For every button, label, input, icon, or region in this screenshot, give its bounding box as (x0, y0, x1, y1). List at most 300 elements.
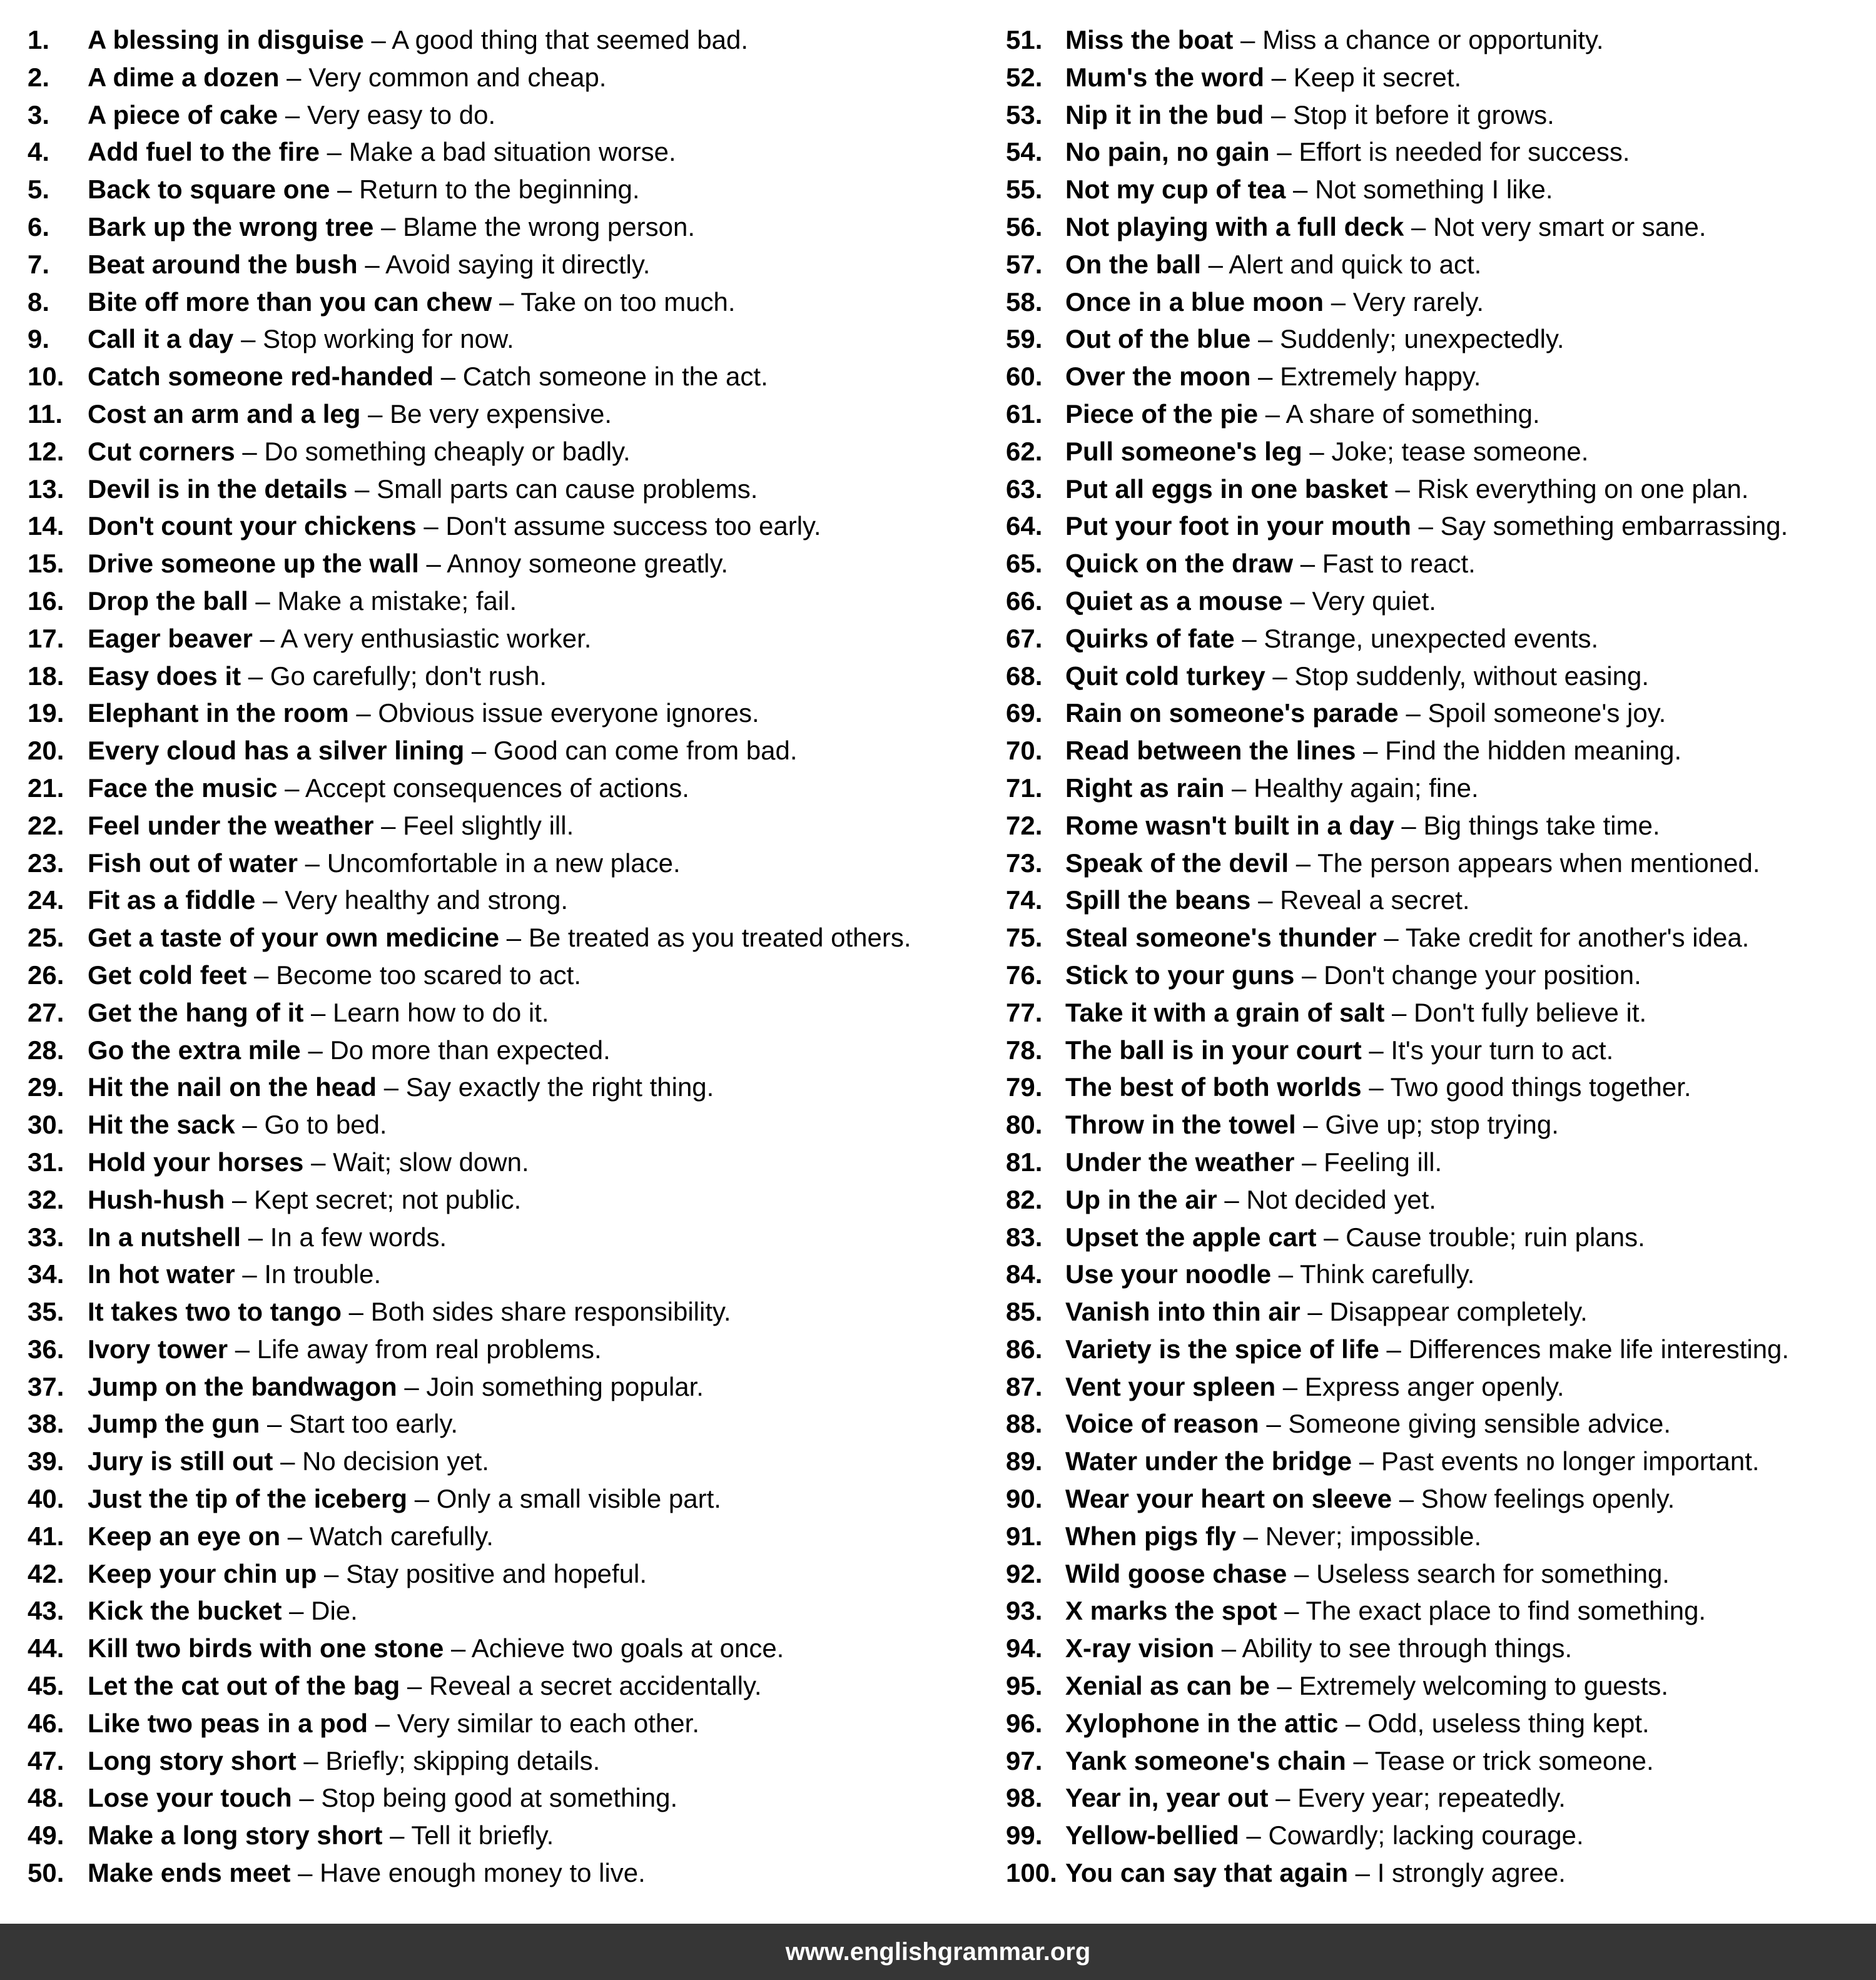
idiom-list-item (1006, 21, 1869, 59)
idiom-meaning: – Express anger openly. (1275, 1371, 1564, 1401)
item-number: 74. (1006, 885, 1043, 915)
item-number: 5. (28, 175, 50, 205)
idiom-list-item (28, 1667, 991, 1705)
idiom-entry (1065, 507, 1788, 545)
idiom-meaning: – Spoil someone's joy. (1398, 698, 1666, 728)
idiom-entry (1065, 96, 1554, 134)
idiom-entry (88, 96, 495, 134)
idiom-meaning: – Risk everything on one plan. (1387, 474, 1749, 504)
idiom-phrase: Feel under the weather (88, 810, 374, 840)
item-number: 36. (28, 1334, 64, 1364)
idiom-meaning: – Avoid saying it directly. (357, 249, 651, 279)
idiom-entry (88, 1144, 529, 1181)
idiom-phrase: On the ball (1065, 249, 1202, 279)
idiom-meaning: – In a few words. (241, 1222, 447, 1252)
idiom-meaning: – Not something I like. (1285, 175, 1553, 205)
idiom-entry (88, 1817, 554, 1854)
item-number: 59. (1006, 324, 1043, 354)
idiom-phrase: Jump the gun (88, 1409, 260, 1439)
idiom-entry (1065, 1630, 1572, 1667)
idiom-phrase: Voice of reason (1065, 1409, 1259, 1439)
idiom-phrase: In a nutshell (88, 1222, 241, 1252)
idiom-list-item (28, 1742, 991, 1780)
idiom-phrase: Bark up the wrong tree (88, 211, 374, 241)
item-number: 73. (1006, 848, 1043, 878)
idiom-entry (1065, 1667, 1668, 1705)
item-number: 8. (28, 287, 50, 317)
idiom-phrase: Year in, year out (1065, 1783, 1269, 1813)
item-number: 38. (28, 1409, 64, 1439)
idiom-phrase: In hot water (88, 1259, 235, 1289)
idiom-phrase: Fish out of water (88, 848, 298, 878)
idiom-phrase: Keep an eye on (88, 1521, 281, 1551)
idiom-list-item (1006, 1069, 1869, 1106)
idiom-list-item (1006, 1817, 1869, 1854)
idiom-list-item (28, 807, 991, 845)
item-number: 43. (28, 1596, 64, 1626)
idiom-phrase: Add fuel to the fire (88, 137, 320, 167)
idiom-meaning: – Very rarely. (1324, 287, 1484, 317)
idiom-entry (1065, 1181, 1436, 1219)
idiom-phrase: Nip it in the bud (1065, 99, 1264, 129)
item-number: 58. (1006, 287, 1043, 317)
idiom-phrase: Get a taste of your own medicine (88, 923, 500, 953)
idiom-phrase: Kick the bucket (88, 1596, 282, 1626)
idiom-entry (1065, 133, 1630, 171)
item-number: 77. (1006, 997, 1043, 1027)
idiom-phrase: Steal someone's thunder (1065, 923, 1377, 953)
idiom-list-item (1006, 1854, 1869, 1892)
item-number: 21. (28, 773, 64, 803)
idiom-meaning: – Be very expensive. (360, 399, 612, 429)
idiom-meaning: – Make a mistake; fail. (248, 586, 517, 616)
idiom-entry (1065, 881, 1470, 919)
idiom-list-item (28, 21, 991, 59)
idiom-list-item (1006, 994, 1869, 1032)
idiom-list-item (1006, 919, 1869, 957)
idiom-entry (1065, 1331, 1789, 1368)
idiom-meaning: – Joke; tease someone. (1302, 436, 1589, 466)
item-number: 57. (1006, 249, 1043, 279)
idiom-meaning: – Good can come from bad. (464, 736, 798, 766)
idiom-list-item (28, 582, 991, 620)
idiom-entry (1065, 694, 1666, 732)
idiom-entry (1065, 21, 1604, 59)
item-number: 2. (28, 62, 50, 92)
idiom-phrase: Devil is in the details (88, 474, 348, 504)
idiom-list-item (1006, 1219, 1869, 1256)
idiom-meaning: – Not decided yet. (1217, 1184, 1436, 1214)
idiom-phrase: Quiet as a mouse (1065, 586, 1283, 616)
footer-website-link[interactable]: www.englishgrammar.org (785, 1937, 1091, 1966)
idiom-meaning: – Cowardly; lacking courage. (1239, 1820, 1584, 1851)
idiom-entry (88, 320, 514, 358)
idiom-entry (88, 208, 695, 246)
idiom-phrase: Under the weather (1065, 1147, 1295, 1177)
item-number: 67. (1006, 623, 1043, 653)
idiom-meaning: – Odd, useless thing kept. (1338, 1708, 1650, 1738)
idiom-phrase: Hush-hush (88, 1184, 225, 1214)
idiom-list-item (28, 694, 991, 732)
item-number: 20. (28, 736, 64, 766)
idiom-list-item (28, 246, 991, 283)
idiom-meaning: – Take on too much. (492, 287, 736, 317)
idiom-list-item (28, 1779, 991, 1817)
item-number: 82. (1006, 1184, 1043, 1214)
item-number: 86. (1006, 1334, 1043, 1364)
item-number: 62. (1006, 436, 1043, 466)
item-number: 76. (1006, 960, 1043, 990)
idiom-phrase: Like two peas in a pod (88, 1708, 368, 1738)
idiom-entry (88, 1069, 714, 1106)
idiom-entry (88, 732, 798, 769)
idiom-list-item (28, 1256, 991, 1293)
idiom-meaning: – Find the hidden meaning. (1356, 736, 1682, 766)
idiom-meaning: – Catch someone in the act. (434, 362, 768, 392)
idiom-list-item (28, 1817, 991, 1854)
idiom-entry (1065, 395, 1540, 433)
idiom-list-item (1006, 1331, 1869, 1368)
idiom-entry (88, 957, 581, 994)
idiom-meaning: – In trouble. (235, 1259, 382, 1289)
idiom-meaning: – Alert and quick to act. (1201, 249, 1482, 279)
idiom-meaning: – Be treated as you treated others. (499, 923, 911, 953)
idiom-meaning: – Strange, unexpected events. (1234, 623, 1599, 653)
item-number: 84. (1006, 1259, 1043, 1289)
idiom-list-item (1006, 1705, 1869, 1742)
idiom-phrase: Go the extra mile (88, 1035, 301, 1065)
idiom-phrase: Keep your chin up (88, 1558, 317, 1588)
idiom-meaning: – Take credit for another's idea. (1376, 923, 1750, 953)
idiom-meaning: – Life away from real problems. (228, 1334, 602, 1364)
idiom-phrase: Lose your touch (88, 1783, 292, 1813)
idiom-list-item (28, 1630, 991, 1667)
idiom-list-item (28, 1705, 991, 1742)
item-number: 4. (28, 137, 50, 167)
idiom-phrase: Vanish into thin air (1065, 1297, 1301, 1327)
idiom-list-item (28, 1219, 991, 1256)
idiom-meaning: – Someone giving sensible advice. (1259, 1409, 1671, 1439)
idiom-phrase: Rome wasn't built in a day (1065, 810, 1394, 840)
idiom-entry (88, 582, 517, 620)
idiom-meaning: – Very common and cheap. (279, 62, 607, 92)
idiom-meaning: – Tell it briefly. (382, 1820, 554, 1851)
idiom-list-item (1006, 1443, 1869, 1480)
idiom-phrase: Get cold feet (88, 960, 247, 990)
idiom-meaning: – Learn how to do it. (303, 997, 549, 1027)
idiom-meaning: – Differences make life interesting. (1379, 1334, 1790, 1364)
item-number: 33. (28, 1222, 64, 1252)
idiom-entry (88, 1854, 646, 1892)
item-number: 46. (28, 1708, 64, 1738)
idiom-list-item (1006, 1405, 1869, 1443)
idiom-entry (88, 620, 591, 657)
idiom-list-item (1006, 1480, 1869, 1518)
idiom-entry (88, 1106, 387, 1144)
idiom-meaning: – Very quiet. (1282, 586, 1436, 616)
idiom-meaning: – Suddenly; unexpectedly. (1250, 324, 1564, 354)
idiom-meaning: – Disappear completely. (1300, 1297, 1588, 1327)
idiom-phrase: Get the hang of it (88, 997, 304, 1027)
idiom-phrase: Kill two birds with one stone (88, 1633, 444, 1663)
idiom-list-item (1006, 1106, 1869, 1144)
idiom-phrase: Xenial as can be (1065, 1671, 1270, 1701)
footer-banner (0, 1924, 1876, 1980)
idiom-meaning: – Both sides share responsibility. (342, 1297, 731, 1327)
item-number: 26. (28, 960, 64, 990)
item-number: 83. (1006, 1222, 1043, 1252)
item-number: 79. (1006, 1072, 1043, 1102)
idiom-entry (88, 1368, 704, 1406)
idiom-entry (1065, 732, 1681, 769)
item-number: 61. (1006, 399, 1043, 429)
idiom-list-item (28, 1854, 991, 1892)
idiom-meaning: – Two good things together. (1361, 1072, 1691, 1102)
item-number: 17. (28, 623, 64, 653)
idiom-list-item (28, 1368, 991, 1406)
idiom-meaning: – Say exactly the right thing. (377, 1072, 714, 1102)
idiom-phrase: No pain, no gain (1065, 137, 1270, 167)
idiom-entry (88, 807, 574, 845)
idiom-list-item (1006, 208, 1869, 246)
idiom-meaning: – Ability to see through things. (1214, 1633, 1573, 1663)
idiom-phrase: Jury is still out (88, 1446, 273, 1476)
idiom-list-item (1006, 1293, 1869, 1331)
idiom-phrase: Upset the apple cart (1065, 1222, 1317, 1252)
idiom-entry (88, 1219, 447, 1256)
idiom-phrase: Use your noodle (1065, 1259, 1272, 1289)
idiom-meaning: – Briefly; skipping details. (296, 1745, 601, 1775)
idiom-phrase: Ivory tower (88, 1334, 228, 1364)
idiom-entry (1065, 1854, 1566, 1892)
idiom-meaning: – Start too early. (260, 1409, 459, 1439)
idiom-phrase: You can say that again (1065, 1858, 1349, 1888)
idiom-entry (88, 1293, 731, 1331)
idiom-entry (88, 694, 759, 732)
idiom-entry (1065, 1480, 1675, 1518)
idiom-phrase: The ball is in your court (1065, 1035, 1362, 1065)
idiom-list-item (28, 395, 991, 433)
item-number: 70. (1006, 736, 1043, 766)
idiom-phrase: Quick on the draw (1065, 549, 1294, 579)
idiom-phrase: Hit the nail on the head (88, 1072, 377, 1102)
idiom-list-item (1006, 507, 1869, 545)
idiom-list-item (28, 358, 991, 395)
item-number: 13. (28, 474, 64, 504)
idiom-entry (88, 507, 821, 545)
idiom-phrase: Just the tip of the iceberg (88, 1484, 408, 1514)
idiom-list-item (1006, 769, 1869, 807)
idiom-entry (88, 433, 631, 470)
item-number: 10. (28, 362, 64, 392)
idiom-list-item (28, 433, 991, 470)
idiom-list-item (28, 732, 991, 769)
idiom-phrase: Piece of the pie (1065, 399, 1259, 429)
idiom-entry (88, 59, 606, 96)
item-number: 90. (1006, 1484, 1043, 1514)
idiom-entry (1065, 957, 1641, 994)
idiom-entry (88, 358, 768, 395)
idiom-meaning: – A very enthusiastic worker. (252, 623, 592, 653)
item-number: 25. (28, 923, 64, 953)
idiom-meaning: – Achieve two goals at once. (444, 1633, 784, 1663)
item-number: 72. (1006, 810, 1043, 840)
item-number: 60. (1006, 362, 1043, 392)
item-number: 19. (28, 698, 64, 728)
idiom-list-item (1006, 620, 1869, 657)
idiom-phrase: Cut corners (88, 436, 235, 466)
item-number: 24. (28, 885, 64, 915)
item-number: 69. (1006, 698, 1043, 728)
item-number: 49. (28, 1820, 64, 1851)
idiom-phrase: A blessing in disguise (88, 25, 364, 54)
idiom-list-item (28, 1405, 991, 1443)
idiom-meaning: – Stop working for now. (233, 324, 514, 354)
idiom-meaning: – Stop it before it grows. (1264, 99, 1554, 129)
idiom-list-item (1006, 1144, 1869, 1181)
idiom-meaning: – Stop being good at something. (292, 1783, 678, 1813)
idiom-meaning: – Extremely welcoming to guests. (1269, 1671, 1669, 1701)
idiom-phrase: Take it with a grain of salt (1065, 997, 1385, 1027)
idiom-phrase: Mum's the word (1065, 62, 1264, 92)
idiom-meaning: – Annoy someone greatly. (418, 549, 729, 579)
idiom-phrase: Elephant in the room (88, 698, 349, 728)
item-number: 78. (1006, 1035, 1043, 1065)
idiom-phrase: Water under the bridge (1065, 1446, 1352, 1476)
idiom-entry (88, 171, 640, 208)
item-number: 29. (28, 1072, 64, 1102)
idiom-list-item (28, 845, 991, 882)
idiom-phrase: A piece of cake (88, 99, 278, 129)
idiom-meaning: – Join something popular. (397, 1371, 704, 1401)
idiom-entry (1065, 994, 1646, 1032)
idiom-entry (1065, 1779, 1566, 1817)
idiom-list-item (28, 620, 991, 657)
idiom-phrase: A dime a dozen (88, 62, 280, 92)
idiom-meaning: – Stop suddenly, without easing. (1265, 661, 1650, 691)
idiom-phrase: Hit the sack (88, 1110, 235, 1140)
idiom-list-item (28, 320, 991, 358)
idiom-list-item (28, 1293, 991, 1331)
idiom-entry (1065, 582, 1436, 620)
idiom-entry (88, 283, 736, 321)
idiom-entry (88, 1518, 494, 1555)
idiom-meaning: – A share of something. (1258, 399, 1540, 429)
idiom-phrase: Every cloud has a silver lining (88, 736, 465, 766)
idiom-meaning: – Wait; slow down. (303, 1147, 529, 1177)
idiom-list-right-column (1006, 21, 1869, 1892)
idiom-meaning: – Only a small visible part. (407, 1484, 721, 1514)
idiom-entry (88, 1555, 647, 1593)
idiom-entry (88, 919, 911, 957)
idiom-phrase: Up in the air (1065, 1184, 1217, 1214)
item-number: 99. (1006, 1820, 1043, 1851)
idiom-meaning: – Feeling ill. (1294, 1147, 1442, 1177)
item-number: 55. (1006, 175, 1043, 205)
item-number: 30. (28, 1110, 64, 1140)
idiom-list-item (28, 133, 991, 171)
idiom-phrase: Yank someone's chain (1065, 1745, 1346, 1775)
idiom-list-item (28, 1032, 991, 1069)
idiom-meaning: – Go to bed. (235, 1110, 387, 1140)
idiom-phrase: Wild goose chase (1065, 1558, 1287, 1588)
idiom-phrase: Catch someone red-handed (88, 362, 434, 392)
idiom-meaning: – Stay positive and hopeful. (317, 1558, 647, 1588)
idiom-meaning: – Reveal a secret. (1250, 885, 1470, 915)
idiom-phrase: Out of the blue (1065, 324, 1251, 354)
idiom-meaning: – Don't assume success too early. (416, 511, 821, 541)
item-number: 42. (28, 1558, 64, 1588)
idiom-list-item (28, 1518, 991, 1555)
idiom-meaning: – It's your turn to act. (1361, 1035, 1614, 1065)
item-number: 92. (1006, 1558, 1043, 1588)
idiom-list-item (1006, 1592, 1869, 1630)
idiom-meaning: – Have enough money to live. (290, 1858, 646, 1888)
idiom-meaning: – Cause trouble; ruin plans. (1316, 1222, 1645, 1252)
idiom-list-item (28, 1443, 991, 1480)
item-number: 80. (1006, 1110, 1043, 1140)
idiom-list-item (1006, 657, 1869, 695)
item-number: 89. (1006, 1446, 1043, 1476)
idiom-list-item (28, 1144, 991, 1181)
item-number: 94. (1006, 1633, 1043, 1663)
item-number: 64. (1006, 511, 1043, 541)
item-number: 98. (1006, 1783, 1043, 1813)
idiom-entry (1065, 1032, 1613, 1069)
item-number: 54. (1006, 137, 1043, 167)
idiom-phrase: Miss the boat (1065, 25, 1234, 54)
idiom-meaning: – Watch carefully. (280, 1521, 494, 1551)
item-number: 66. (1006, 586, 1043, 616)
idiom-list-item (28, 507, 991, 545)
idiom-phrase: Don't count your chickens (88, 511, 417, 541)
idiom-entry (1065, 769, 1479, 807)
idiom-meaning: – Useless search for something. (1287, 1558, 1670, 1588)
idiom-entry (88, 133, 676, 171)
idiom-entry (88, 1742, 600, 1780)
item-number: 51. (1006, 25, 1043, 54)
item-number: 37. (28, 1371, 64, 1401)
idiom-phrase: Beat around the bush (88, 249, 358, 279)
idiom-entry (1065, 1144, 1442, 1181)
idiom-entry (1065, 1368, 1564, 1406)
idiom-meaning: – Say something embarrassing. (1411, 511, 1788, 541)
idiom-list-item (1006, 545, 1869, 582)
idiom-entry (88, 1443, 489, 1480)
idiom-entry (1065, 1555, 1670, 1593)
idiom-meaning: – Past events no longer important. (1352, 1446, 1760, 1476)
idiom-meaning: – Big things take time. (1394, 810, 1660, 840)
idiom-phrase: Long story short (88, 1745, 297, 1775)
idiom-list-item (1006, 1256, 1869, 1293)
idiom-list-item (28, 470, 991, 508)
idiom-phrase: Jump on the bandwagon (88, 1371, 397, 1401)
idiom-entry (88, 1032, 611, 1069)
idiom-meaning: – I strongly agree. (1348, 1858, 1566, 1888)
idiom-list-item (1006, 470, 1869, 508)
item-number: 53. (1006, 99, 1043, 129)
idiom-phrase: Let the cat out of the bag (88, 1671, 400, 1701)
idiom-meaning: – Small parts can cause problems. (347, 474, 758, 504)
idiom-entry (1065, 620, 1598, 657)
item-number: 68. (1006, 661, 1043, 691)
item-number: 97. (1006, 1745, 1043, 1775)
item-number: 18. (28, 661, 64, 691)
idiom-meaning: – Uncomfortable in a new place. (298, 848, 681, 878)
idiom-phrase: Quirks of fate (1065, 623, 1235, 653)
idiom-entry (88, 470, 758, 508)
idiom-list-item (1006, 433, 1869, 470)
